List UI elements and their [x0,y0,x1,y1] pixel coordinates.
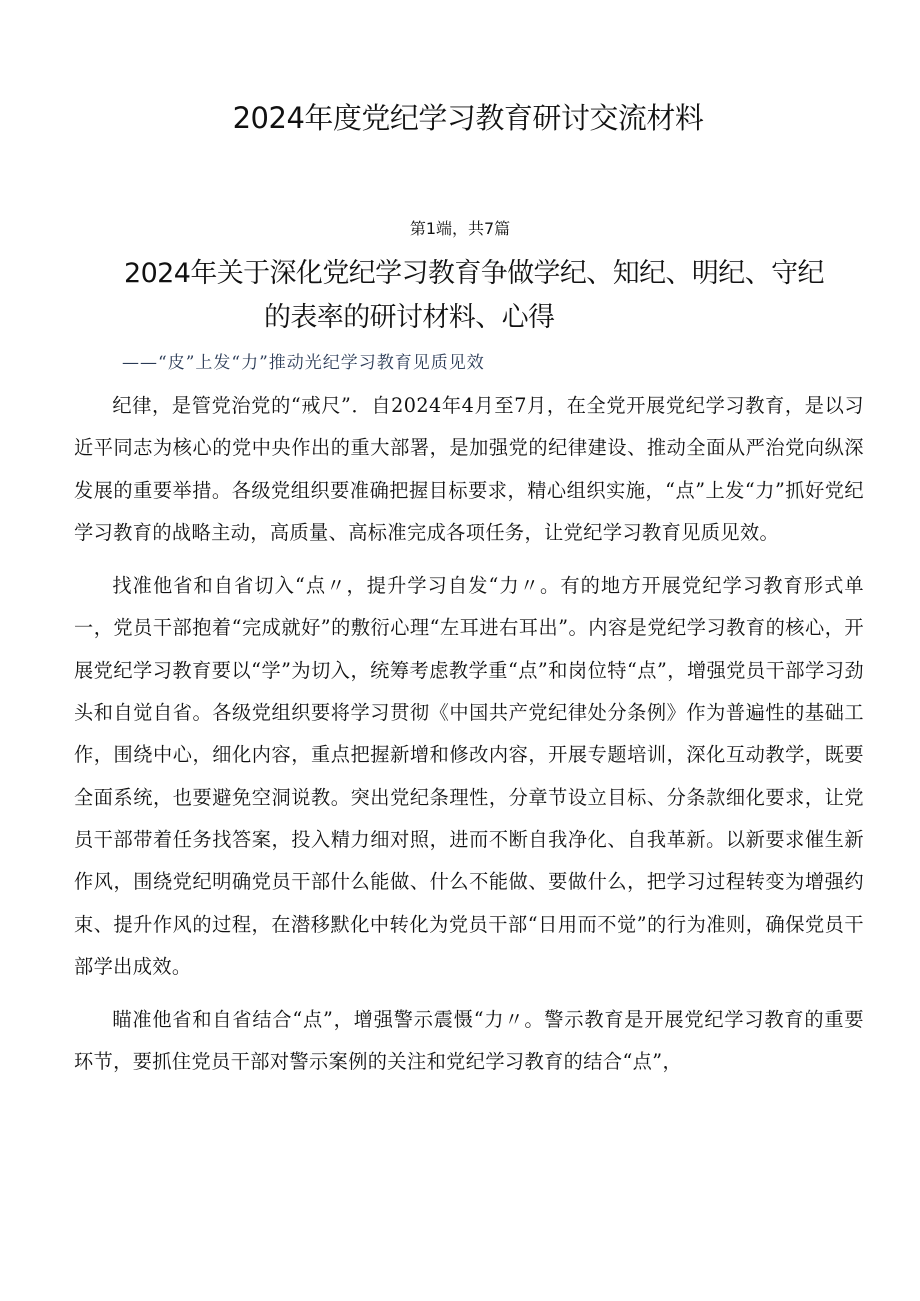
body-paragraph: 纪律，是管党治党的“戒尺”．自2024年4月至7月，在全党开展党纪学习教育，是以习近平同志为核心的党中央作出的重大部署，是加强党的纪律建设、推动全面从严治党向纵深发展的重要举措。各级党组织要准确把握目标要求，精心组织实施，“点”上发“力”抓好党纪学习教育的战略主动，高质量、高标准完成各项任务，让党纪学习教育见质见效。 [74,394,864,544]
article-subtitle: ——“皮”上发“力”推动光纪学习教育见质见效 [122,353,485,373]
document-title: 2024年度党纪学习教育研讨交流材料 [232,101,704,135]
body-paragraph: 瞄准他省和自省结合“点”，增强警示震慑“力〃。警示教育是开展党纪学习教育的重要环节，要抓住党员干部对警示案例的关注和党纪学习教育的结合“点”， [74,1008,864,1074]
article-body [74,385,864,1095]
article-title [100,252,880,340]
part-label: 第1端，共7篇 [409,219,511,238]
article-title-line-1: 2024年关于深化党纪学习教育争做学纪、知纪、明纪、守纪 [124,258,824,289]
article-title-line-2: 的表率的研讨材料、心得 [264,302,555,333]
body-paragraph: 找准他省和自省切入“点〃，提升学习自发“力〃。有的地方开展党纪学习教育形式单一，党员干部抱着“完成就好”的敷衍心理“左耳进右耳出”。内容是党纪学习教育的核心，开展党纪学习教育要以“学”为切入，统筹考虑教学重“点”和岗位特“点”，增强党员干部学习劲头和自觉自省。各级党组织要将学习贯彻《中国共产党纪律处分条例》作为普遍性的基础工作，围绕中心，细化内容，重点把握新增和修改内容，开展专题培训，深化互动教学，既要全面系统，也要避免空洞说教。突出党纪条理性，分章节设立目标、分条款细化要求，让党员干部带着任务找答案，投入精力细对照，进而不断自我净化、自我革新。以新要求催生新作风，围绕党纪明确党员干部什么能做、什么不能做、要做什么，把学习过程转变为增强约束、提升作风的过程，在潜移默化中转化为党员干部“日用而不觉”的行为准则，确保党员干部学出成效。 [74,574,864,978]
